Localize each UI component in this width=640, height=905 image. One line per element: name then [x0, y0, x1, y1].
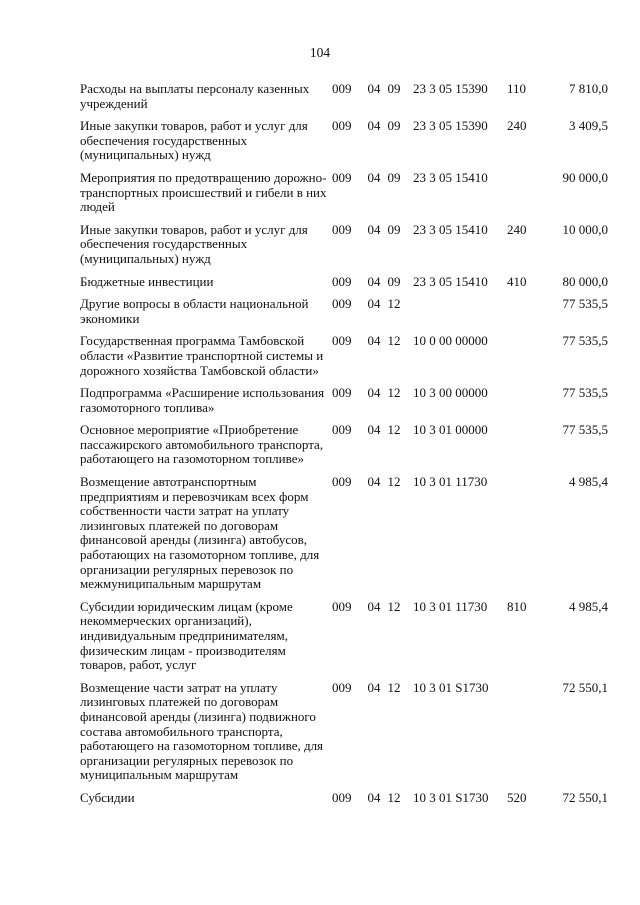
row-name: Другие вопросы в области национальной экономики [80, 296, 309, 326]
row-expense-type [507, 423, 541, 475]
row-expense-type: 520 [507, 789, 527, 805]
row-sum: 77 535,5 [562, 385, 608, 401]
table-row [80, 119, 608, 171]
row-section: 04 [367, 422, 381, 438]
row-target-article: 10 0 00 00000 [413, 333, 488, 349]
row-subsection: 12 [387, 789, 401, 805]
row-section: 04 [367, 679, 381, 695]
table-row [80, 297, 608, 334]
row-name: Возмещение части затрат на уплату лизинговых платежей по договорам финансовой аренды (лизинга) подвижного состава автомобильного транспорта, работающего на газомоторном топливе, для организации регулярных перевозок по муниципальным маршрутам [80, 679, 324, 783]
row-expense-type [507, 171, 541, 223]
row-subsection: 09 [387, 169, 401, 185]
row-section: 04 [367, 474, 381, 490]
table-row [80, 171, 608, 223]
row-section: 04 [367, 118, 381, 134]
row-section: 04 [367, 81, 381, 96]
row-name: Иные закупки товаров, работ и услуг для обеспечения государственных (муниципальных) нужд [80, 221, 308, 266]
row-expense-type [507, 297, 541, 334]
row-target-article: 23 3 05 15390 [413, 81, 488, 96]
row-target-article: 10 3 01 S1730 [413, 789, 489, 805]
table-row [80, 82, 608, 119]
row-ved-code: 009 [332, 679, 352, 695]
row-target-article: 10 3 00 00000 [413, 385, 488, 401]
row-target-article [404, 297, 507, 334]
table-row [80, 386, 608, 423]
page-number: 104 [309, 45, 331, 60]
row-expense-type: 410 [507, 273, 527, 289]
row-sum: 4 985,4 [569, 474, 608, 490]
table-row [80, 681, 608, 791]
row-ved-code: 009 [332, 221, 352, 237]
budget-table [80, 82, 608, 806]
row-target-article: 23 3 05 15410 [413, 273, 488, 289]
table-row [80, 334, 608, 386]
row-ved-code: 009 [332, 169, 352, 185]
row-sum: 77 535,5 [562, 296, 608, 312]
row-name: Мероприятия по предотвращению дорожно-транспортных происшествий и гибели в них людей [80, 169, 327, 215]
row-expense-type: 240 [507, 221, 527, 237]
row-ved-code: 009 [332, 474, 352, 490]
row-expense-type [507, 334, 541, 386]
row-sum: 90 000,0 [562, 169, 608, 185]
row-name: Бюджетные инвестиции [80, 273, 214, 289]
row-subsection: 12 [387, 385, 401, 401]
row-name: Государственная программа Тамбовской области «Развитие транспортной системы и дорожного хозяйства Тамбовской области» [80, 333, 324, 378]
table-row [80, 223, 608, 275]
row-section: 04 [367, 598, 381, 614]
row-section: 04 [367, 789, 381, 805]
row-subsection: 12 [387, 333, 401, 349]
row-target-article: 10 3 01 11730 [413, 598, 488, 614]
row-expense-type: 110 [507, 81, 527, 96]
row-subsection: 09 [387, 273, 401, 289]
row-ved-code: 009 [332, 385, 352, 401]
row-target-article: 23 3 05 15410 [413, 169, 488, 185]
row-section: 04 [367, 296, 381, 312]
row-sum: 72 550,1 [562, 789, 608, 805]
row-expense-type [507, 386, 541, 423]
row-ved-code: 009 [332, 273, 352, 289]
row-expense-type: 240 [507, 118, 527, 134]
row-name: Основное мероприятие «Приобретение пассажирского автомобильного транспорта, работающего на газомоторном топливе» [80, 422, 324, 467]
row-section: 04 [367, 273, 381, 289]
table-row [80, 423, 608, 475]
row-sum: 3 409,5 [569, 118, 608, 134]
row-name: Возмещение автотранспортным предприятиям и перевозчикам всех форм собственности части затрат на уплату лизинговых платежей по договорам финансовой аренды (лизинга) автобусов, работающих на газомоторном топливе, для организации регулярных перевозок по межмуниципальным маршрутам [80, 474, 320, 592]
row-subsection: 12 [387, 679, 401, 695]
row-name: Субсидии [80, 789, 135, 805]
row-sum: 80 000,0 [562, 273, 608, 289]
row-target-article: 10 3 01 S1730 [413, 679, 489, 695]
row-subsection: 12 [387, 598, 401, 614]
row-name: Расходы на выплаты персоналу казенных учреждений [80, 81, 310, 111]
table-row [80, 600, 608, 681]
row-target-article: 23 3 05 15410 [413, 221, 488, 237]
row-section: 04 [367, 333, 381, 349]
row-expense-type [507, 681, 541, 791]
row-ved-code: 009 [332, 118, 352, 134]
row-ved-code: 009 [332, 422, 352, 438]
row-subsection: 09 [387, 221, 401, 237]
row-ved-code: 009 [332, 598, 352, 614]
row-name: Подпрограмма «Расширение использования газомоторного топлива» [80, 385, 325, 415]
row-ved-code: 009 [332, 81, 352, 96]
row-ved-code: 009 [332, 789, 352, 805]
row-sum: 77 535,5 [562, 333, 608, 349]
row-sum: 77 535,5 [562, 422, 608, 438]
row-name: Субсидии юридическим лицам (кроме некоммерческих организаций), индивидуальным предпринимателям, физическим лицам - производителям товаров, работ, услуг [80, 598, 293, 673]
table-row [80, 475, 608, 600]
row-sum: 72 550,1 [562, 679, 608, 695]
row-expense-type [507, 475, 541, 600]
row-expense-type: 810 [507, 598, 527, 614]
row-target-article: 10 3 01 00000 [413, 422, 488, 438]
row-subsection: 12 [387, 474, 401, 490]
row-subsection: 09 [387, 118, 401, 134]
row-target-article: 23 3 05 15390 [413, 118, 488, 134]
row-subsection: 09 [387, 81, 401, 96]
row-sum: 7 810,0 [569, 81, 608, 96]
table-row [80, 275, 608, 298]
row-target-article: 10 3 01 11730 [413, 474, 488, 490]
row-section: 04 [367, 385, 381, 401]
row-section: 04 [367, 169, 381, 185]
row-name: Иные закупки товаров, работ и услуг для обеспечения государственных (муниципальных) нужд [80, 118, 308, 163]
row-section: 04 [367, 221, 381, 237]
row-sum: 4 985,4 [569, 598, 608, 614]
table-row [80, 791, 608, 806]
row-ved-code: 009 [332, 333, 352, 349]
row-ved-code: 009 [332, 296, 352, 312]
row-sum: 10 000,0 [562, 221, 608, 237]
row-subsection: 12 [387, 296, 401, 312]
row-subsection: 12 [387, 422, 401, 438]
